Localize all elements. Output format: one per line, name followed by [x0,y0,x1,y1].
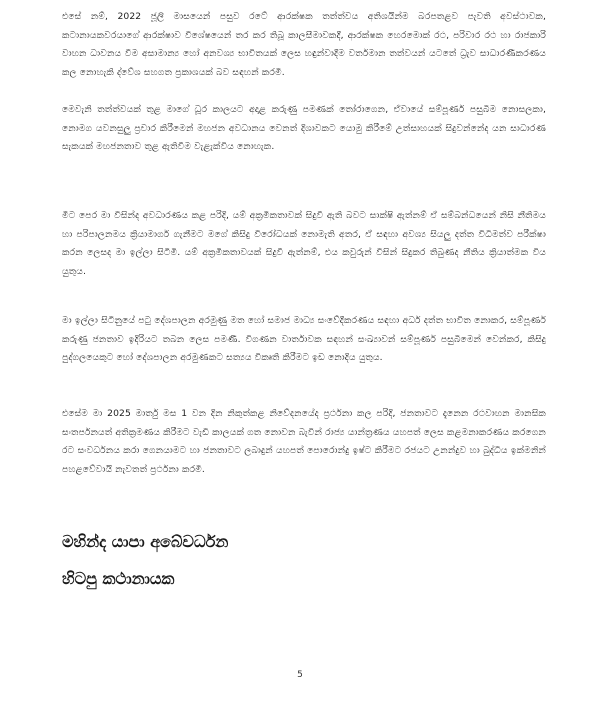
paragraph-3: මීට පෙර මා විසින්ද අවධාරණය කළ පරිදි, යම් අක්‍රමිකතාවක් සිදුවී ඇති බවට සාක්ෂි ඇත්නම් ඒ සම්බන්ධයෙන් නිසි නීතිමය හා පරිපාලනමය ක්‍රියාමාර්ග ගැනීමට මගේ කිසිදු විරෝධයක් නොමැති අතර, ඒ සඳහා අවශ්‍ය සියලු දත්ත විධිමත්ව පරීක්ෂා කරන ලෙසද මා ඉල්ලා සිටිමි. යම් අක්‍රමිකතාවයක් සිදුවී ඇත්නම්, එය කවුරුන් විසින් සිදුකර තිබුණද නීතිය ක්‍රියාත්මක විය යුතුය. [62,210,546,277]
page-number: 5 [297,670,303,680]
paragraph-2: මෙවැනි තත්ත්වයක් තුළ මාගේ ධූර කාලයට අදාළ කරුණු පමණක් තෝරාගෙන, ඒවායේ සම්පූර්ණ පසුබිම නොසලකා, නොමග යවනසුලු ප්‍රචාර කිරීමෙන් මහජන අවධානය වෙනත් දිශාවකට යොමු කිරීමේ උත්සාහයක් සිදුවන්නේද යන සාධාරණ සැකයක් මහජනතාව තුළ ඇතිවීම වැළැක්විය නොහැක. [62,104,546,153]
paragraph-1: එසේ නම්, 2022 ජූලි මාසයෙන් පසුව රටේ ආරක්ෂක තත්ත්වය අතිශයින්ම බරපතළව පැවති අවස්ථාවක, කටානායකවරයාගේ ආරක්ෂාව විශේෂයෙන් තර කර තිබූ කාලසීමාවකදී, ආරක්ෂක හෙරමොක් රථ, පරිවාර රථ හා රාජකාරි වාහන ධාවනය වීම අසාමාන්‍ය හෝ අනවශ්‍ය භාවිතයක් ලෙස හඳුන්වාදීම වර්තමාන තත්වයන් යටතේ ධ්‍රැව සාධාරණීකරණය කල නොහැකි ද්වේශ සහගත ප්‍රකාශයක් බව සඳහන් කරමි. [62,11,546,78]
paragraph-5: එසේම මා 2025 මාර්තු මස 1 වන දින නිකුත්කළ නිවේදනයේද ප්‍රර්ථනා කල පරිදි, ජනතාවට දැනෙන රථවාහන මානසික සංතර්පනයත් අතික්‍රමණය කිරීමට වැඩි කාලයක් ගත නොවන බැවින් රාජ්‍ය යාන්ත්‍රණය යහපත් ලෙස කළමනාකරණය කරගෙන රට සංවර්ධනය කරා ගෙනයාමට හා ජනතාවට ලබාදුන් යහපත් පොරොන්දු ඉෂ්ට කිරීමට රජයට උනන්දුව හා බුද්ධිය ඉක්මනින් පහළවේවායි නැවතත් ප්‍රර්ථනා කරමි. [62,408,546,475]
signatory-name: මහින්ද යාපා අබේවර්ධන [62,532,229,551]
paragraph-4: මා ඉල්ලා සිටිනුයේ පටු දේශපාලන අරමුණු මත හෝ සමාජ මාධ්‍ය සංවේදීකරණය සඳහා අර්ධ දත්ත භාවිත නොකර, සම්පූර්ණ කරුණු ජනතාව ඉදිරියට තබන ලෙස පමණි. විගණන වාර්තාවක සඳහන් සංඛ්‍යාවන් සම්පූර්ණ පසුබිමෙන් වෙන්කර, කිසිදු පුද්ගලයෙකුට හෝ දේශපාලන අරමුණකට සත්‍යය විකෘති කිරීමට ඉඩ නොදිය යුතුය. [62,315,546,364]
signatory-title: හිටපු කථානායක [62,569,175,588]
